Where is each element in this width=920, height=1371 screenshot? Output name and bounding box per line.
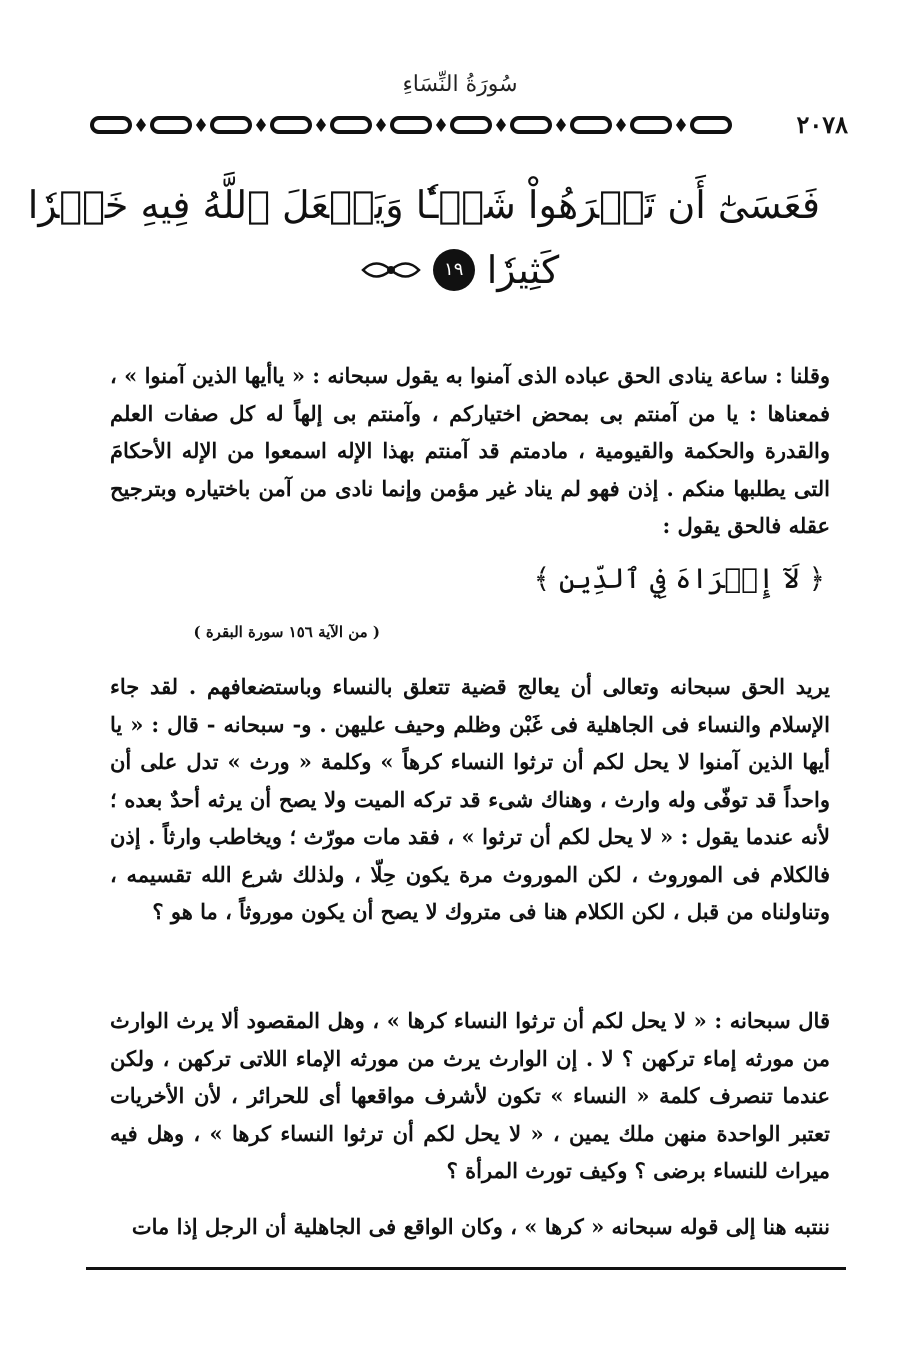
paragraph-2: يريد الحق سبحانه وتعالى أن يعالج قضية تتعلق بالنساء وباستضعافهم . لقد جاء الإسلام والنساء فى الجاهلية فى غَبْن وظلم وحيف عليهن . و- سبحانه - قال : « يا أيها الذين آمنوا لا يحل لكم أن ترثوا النساء كرهاً » وكلمة « ورث » تدل على أن واحداً قد توفّى وله وارث ، وهناك شىء قد تركه الميت ولا يصح أن يرثه أحدٌ بعده ؛ لأنه عندما يقول : « لا يحل لكم أن ترثوا » ، فقد مات مورّث ؛ ويخاطب وارثاً . إذن فالكلام فى الموروث ، لكن الموروث مرة يكون حِلّا ، ولذلك شرع الله تقسيمه ، وتناولناه من قبل ، لكن الكلام هنا فى متروك لا يصح أن يكون موروثاً ، ما هو ؟	[110, 674, 830, 924]
verse-citation: ( من الآية ١٥٦ سورة البقرة )	[193, 623, 380, 641]
quran-verse	[27, 170, 820, 300]
paragraph-1: وقلنا : ساعة ينادى الحق عباده الذى آمنوا به يقول سبحانه : « ياأيها الذين آمنوا » ، فمعناها : يا من آمنتم بى بمحض اختياركم ، وآمنتم بى إلهاً له كل صفات العلم والقدرة والحكمة والقيومية ، مادمتم قد آمنتم بهذا الإله اسمعوا من الإله الأحكامَ التى يطلبها منكم . إذن فهو لم يناد غير مؤمن وإنما نادى من آمن باختياره وبترجيح عقله فالحق يقول :	[110, 363, 830, 538]
paragraph-3: قال سبحانه : « لا يحل لكم أن ترثوا النساء كرها » ، وهل المقصود ألا يرث الوارث من مورثه إماء تركهن ؟ لا . إن الوارث يرث من مورثه الإماء اللاتى تركهن ، ولكن عندما تنصرف كلمة « النساء » تكون لأشرف مواقعها أى للحرائر ، لأن الأخريات تعتبر الواحدة منهن ملك يمين ، « لا يحل لكم أن ترثوا النساء كرها » ، وهل فيه ميراث للنساء برضى ؟ وكيف تورث المرأة ؟	[110, 1008, 830, 1183]
page-number: ٢٠٧٨	[790, 110, 848, 139]
verse-line-1: فَعَسَىٰٓ أَن تَكۡرَهُواْ شَيۡـٔٗا وَيَجۡعَلَ ٱللَّهُ فِيهِ خَيۡرٗا	[27, 183, 820, 227]
paragraph-4: ننتبه هنا إلى قوله سبحانه « كرها » ، وكان الواقع فى الجاهلية أن الرجل إذا مات	[131, 1214, 830, 1239]
verse-end-ornament-icon	[361, 255, 421, 285]
surah-running-title: سُورَةُ النِّسَاءِ	[402, 72, 518, 97]
verse-number-badge: ١٩	[433, 249, 475, 291]
verse-line-2-row	[100, 240, 820, 300]
footer-rule	[86, 1267, 846, 1270]
chain-ornament-icon	[88, 112, 738, 138]
verse-line-2: كَثِيرٗا	[486, 248, 560, 292]
header-ornament-bar	[88, 112, 848, 138]
quoted-verse: ﴿ لَآ إِكۡرَاهَ فِي ٱلدِّينِ ﴾	[533, 562, 825, 595]
